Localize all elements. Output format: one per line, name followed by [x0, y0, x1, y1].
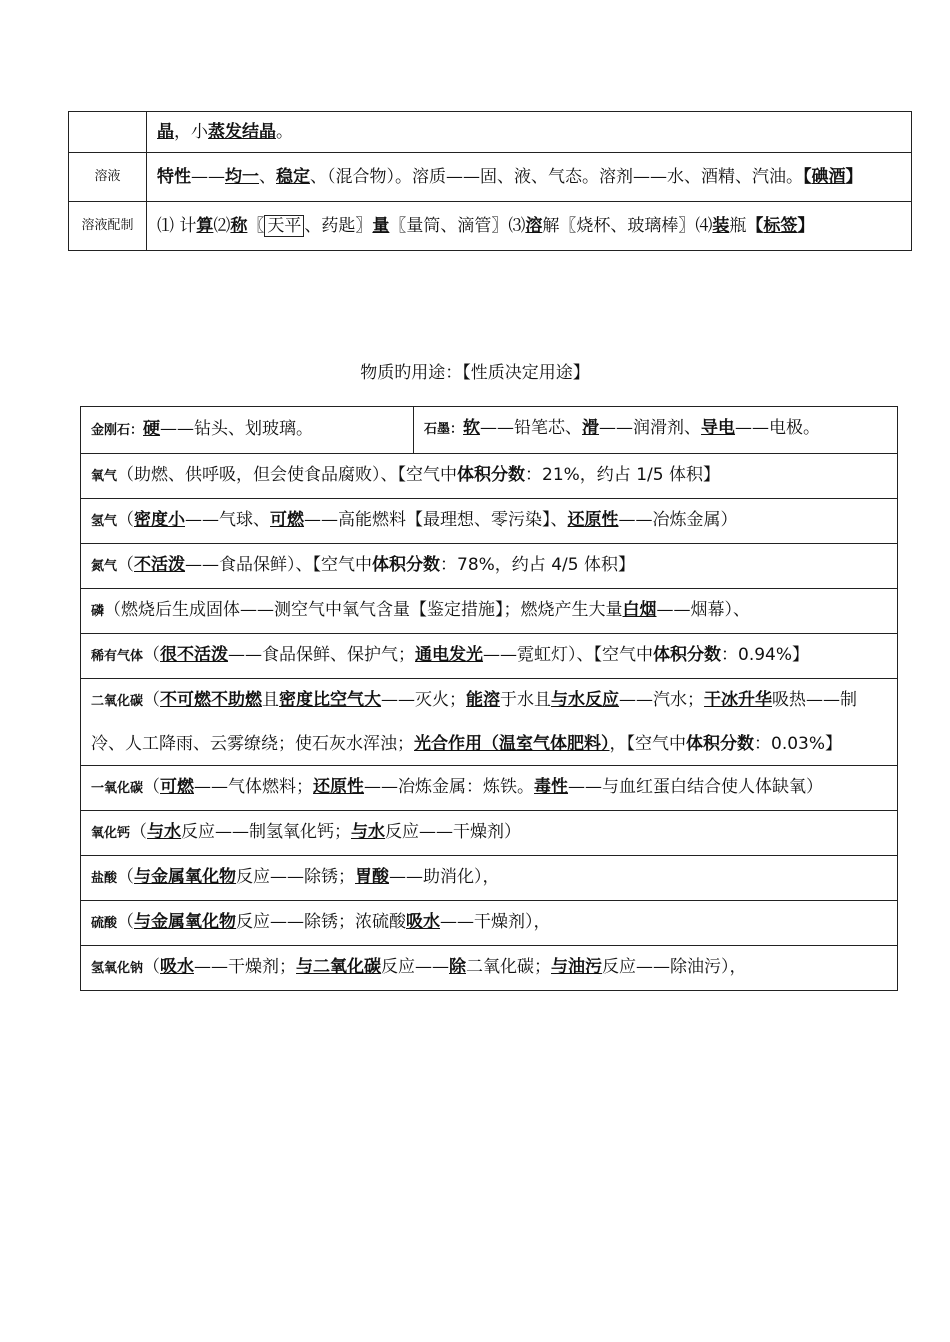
co2-cell [81, 679, 898, 766]
text: 吸热——制冷、人工降雨、云雾缭绕；使石灰水浑浊； [91, 690, 858, 754]
text: ⑵ [213, 216, 231, 236]
table-row [81, 634, 898, 679]
text: 密度比空气大 [279, 690, 382, 710]
text: 反应——除锈； [236, 867, 356, 887]
text: 与金属氧化物 [134, 867, 237, 887]
text: 不活泼 [134, 555, 186, 575]
text: ——霓虹灯）、【空气中 [483, 645, 654, 665]
text: ：21%，约占 1/5 体积】 [525, 465, 720, 485]
cao-cell [81, 811, 898, 856]
text: 毒性 [534, 777, 569, 797]
text: ——与血红蛋白结合使人体缺氧） [568, 777, 824, 797]
text: 体积分数 [686, 734, 754, 754]
text: 】 [797, 216, 815, 236]
uses-table [80, 406, 898, 991]
text: ——食品保鲜、保护气； [228, 645, 416, 665]
hydrogen-cell [81, 499, 898, 544]
label: 金刚石： [91, 423, 144, 438]
text: 与油污 [551, 957, 603, 977]
text: 量 [372, 216, 390, 236]
text: 反应——除锈；浓硫酸 [236, 912, 407, 932]
text: ——冶炼金属：炼铁。 [364, 777, 535, 797]
text: 反应——制氢氧化钙； [181, 822, 352, 842]
text: 体积分数 [457, 465, 526, 485]
text: 通电发光 [415, 645, 484, 665]
label: 盐酸 [91, 871, 118, 886]
text: 。 [276, 122, 293, 142]
evaporation-cell [147, 112, 912, 153]
text: 与二氧化碳 [296, 957, 382, 977]
label: 氧气 [91, 469, 118, 484]
text: 可燃 [160, 777, 195, 797]
table-row [81, 679, 898, 766]
text: 稳定 [276, 167, 310, 187]
text: 体积分数 [372, 555, 441, 575]
text: 【 [746, 216, 764, 236]
text: （ [117, 510, 135, 530]
label: 磷 [91, 604, 105, 619]
text: 且 [262, 690, 280, 710]
text: 还原性 [313, 777, 365, 797]
section-title: 物质旳用途：【性质决定用途】 [360, 363, 590, 383]
text: 】 [845, 167, 863, 187]
text: ：78%，约占 4/5 体积】 [440, 555, 635, 575]
text: 能溶 [466, 690, 501, 710]
text: 反应——除油污）， [602, 957, 747, 977]
label: 氢气 [91, 514, 118, 529]
text: ⑴ 计 [157, 216, 197, 236]
text: 可燃 [270, 510, 305, 530]
table-row [81, 407, 898, 454]
graphite-cell [414, 407, 898, 454]
label: 稀有气体 [91, 649, 144, 664]
table-row [81, 856, 898, 901]
text: ——钻头、划玻璃。 [160, 419, 314, 439]
text: 标签 [763, 216, 798, 236]
noble-gas-cell [81, 634, 898, 679]
h2so4-cell [81, 901, 898, 946]
table-row [69, 112, 912, 153]
text-evaporation-crystallization: 蒸发结晶 [208, 122, 276, 142]
text: 密度小 [134, 510, 186, 530]
text: 与水 [351, 822, 386, 842]
text: （ [117, 912, 135, 932]
text: （ [143, 645, 161, 665]
text: 硬 [143, 419, 161, 439]
nitrogen-cell [81, 544, 898, 589]
text: 吸水 [406, 912, 441, 932]
text: 干冰升华 [704, 690, 773, 710]
naoh-cell [81, 946, 898, 991]
text: 反应——干燥剂） [385, 822, 522, 842]
text: 、 [259, 167, 276, 187]
text: 于水且 [500, 690, 552, 710]
text: ——干燥剂； [194, 957, 297, 977]
table-row [81, 454, 898, 499]
label: 氢氧化钠 [91, 961, 144, 976]
table-row [81, 946, 898, 991]
text: 、药匙〗 [304, 216, 373, 236]
text: 白烟 [622, 600, 657, 620]
text: ：0.94%】 [721, 645, 810, 665]
text: ，小 [174, 122, 208, 142]
oxygen-cell [81, 454, 898, 499]
table-row [81, 766, 898, 811]
text: 与水 [147, 822, 182, 842]
text: 装 [712, 216, 730, 236]
text: 、（混合物）。溶质——固、液、气态。溶剂——水、酒精、汽油。 [310, 167, 803, 187]
table-row [69, 153, 912, 202]
text: 二氧化碳； [466, 957, 552, 977]
text: ——灭火； [381, 690, 467, 710]
text: 吸水 [160, 957, 195, 977]
text: 与金属氧化物 [134, 912, 237, 932]
solution-prep-cell [147, 202, 912, 251]
table-row [81, 901, 898, 946]
row-label-solution-prep: 溶液配制 [69, 202, 147, 251]
text: ——汽水； [619, 690, 705, 710]
text: 称 [230, 216, 248, 236]
co-cell [81, 766, 898, 811]
solution-cell [147, 153, 912, 202]
hcl-cell [81, 856, 898, 901]
text: 胃酸 [355, 867, 390, 887]
text: ——气球、 [185, 510, 271, 530]
text: ：0.03%】 [754, 734, 843, 754]
label: 硫酸 [91, 916, 118, 931]
text: ——高能燃料【最理想、零污染】、 [304, 510, 568, 530]
text: 溶 [525, 216, 543, 236]
text: —— [191, 167, 225, 187]
text: 均一 [225, 167, 259, 187]
text: 〖量筒、滴管〗⑶ [389, 216, 526, 236]
text: 除 [449, 957, 467, 977]
solution-table [68, 111, 912, 251]
text: （ [130, 822, 148, 842]
text: ——润滑剂、 [599, 418, 702, 438]
text: ——助消化）， [389, 867, 500, 887]
text: 碘酒 [811, 167, 846, 187]
table-row [81, 589, 898, 634]
text: （助燃、供呼吸，但会使食品腐败）、【空气中 [117, 465, 458, 485]
label: 氧化钙 [91, 826, 131, 841]
text: ——烟幕）、 [656, 600, 751, 620]
diamond-cell [81, 407, 414, 454]
row-label-empty [69, 112, 147, 153]
text: 解〖烧杯、玻璃棒〗⑷ [542, 216, 713, 236]
text: ，【空气中 [609, 734, 686, 754]
text: （ [117, 555, 135, 575]
table-row [81, 811, 898, 856]
phosphorus-cell [81, 589, 898, 634]
text: ——干燥剂）， [440, 912, 551, 932]
text: 光合作用（温室气体肥料） [414, 734, 610, 754]
text: （ [143, 777, 161, 797]
text: 很不活泼 [160, 645, 229, 665]
text: 不可燃不助燃 [160, 690, 263, 710]
table-row [69, 202, 912, 251]
label: 一氧化碳 [91, 781, 144, 796]
text: 瓶 [729, 216, 747, 236]
text: （ [143, 957, 161, 977]
text: 【 [803, 167, 812, 187]
text: 反应—— [381, 957, 450, 977]
text: 算 [196, 216, 214, 236]
text: （ [143, 690, 161, 710]
row-label-solution: 溶液 [69, 153, 147, 202]
text: 体积分数 [653, 645, 722, 665]
text: ——冶炼金属） [618, 510, 738, 530]
text: ——电极。 [735, 418, 821, 438]
label: 石墨： [424, 422, 464, 437]
text: ——气体燃料； [194, 777, 314, 797]
text: 〖 [247, 216, 265, 236]
label: 氮气 [91, 559, 118, 574]
text: 导电 [701, 418, 736, 438]
boxed-text: 天平 [264, 215, 304, 237]
table-row [81, 544, 898, 589]
text: 滑 [582, 418, 600, 438]
text: 软 [463, 418, 481, 438]
text: （ [117, 867, 135, 887]
text: ——铅笔芯、 [480, 418, 583, 438]
text: 与水反应 [551, 690, 620, 710]
text: 特性 [157, 167, 191, 187]
text-crystal: 晶 [157, 122, 174, 142]
label: 二氧化碳 [91, 694, 144, 709]
text: ——食品保鲜）、【空气中 [185, 555, 373, 575]
table-row [81, 499, 898, 544]
text: 还原性 [567, 510, 619, 530]
text: （燃烧后生成固体——测空气中氧气含量【鉴定措施】；燃烧产生大量 [104, 600, 623, 620]
